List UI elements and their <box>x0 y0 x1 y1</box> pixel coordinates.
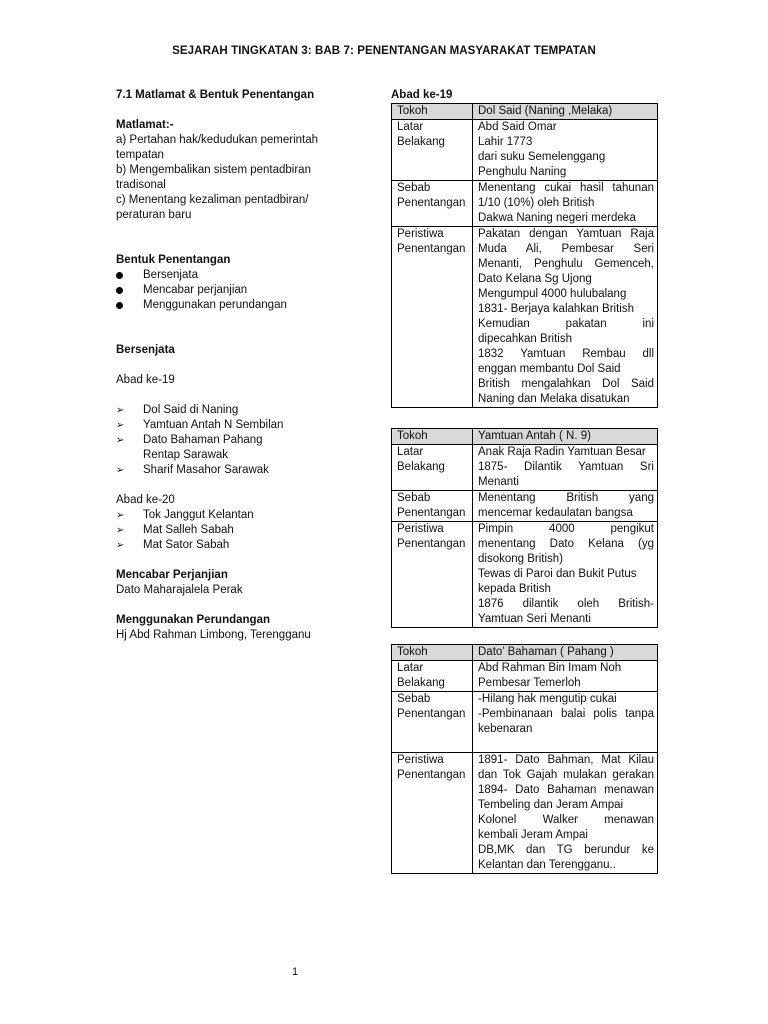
row-label: Latar Belakang <box>392 661 473 692</box>
row-label: Peristiwa Penentangan <box>392 753 473 874</box>
abad19-label: Abad ke-19 <box>116 374 175 386</box>
abad19-section-label: Abad ke-19 <box>391 89 453 101</box>
table-row <box>392 522 658 628</box>
row-content: Menentang British yang mencemar kedaulatan bangsa <box>473 491 658 522</box>
bentuk-item: Bersenjata <box>116 268 366 283</box>
abad20-item: ➢ Mat Salleh Sabah <box>116 524 234 536</box>
arrow-bullet-icon: ➢ <box>116 510 125 521</box>
arrow-bullet-icon: ➢ <box>116 435 125 446</box>
perundangan-text: Hj Abd Rahman Limbong, Terengganu <box>116 629 311 641</box>
row-content: Pakatan dengan Yamtuan Raja Muda Ali, Pembesar Seri Menanti, Penghulu Gemenceh, Dato Kelana Sg Ujong Mengumpul 4000 hulubalang 1831- Berjaya kalahkan British Kemudian pakatan ini dipecahkan British 1832 Yamtuan Rembau dll enggan membantu Dol Said British mengalahkan Dol Said Naning dan Melaka disatukan <box>473 227 658 408</box>
arrow-bullet-icon: ➢ <box>116 465 125 476</box>
table-dato-bahaman <box>391 644 658 874</box>
abad20-item: ➢ Mat Sator Sabah <box>116 539 230 551</box>
abad20-item: ➢ Tok Janggut Kelantan <box>116 509 254 521</box>
table-row <box>392 445 658 491</box>
header-cell: Dato’ Bahaman ( Pahang ) <box>473 645 658 661</box>
abad19-item: ➢ Sharif Masahor Sarawak <box>116 464 269 476</box>
table-header-row <box>392 645 658 661</box>
abad19-item: ➢ Yamtuan Antah N Sembilan <box>116 419 284 431</box>
matlamat-line: tempatan <box>116 149 164 161</box>
abad20-label: Abad ke-20 <box>116 494 175 506</box>
right-column <box>391 88 658 874</box>
matlamat-heading: Matlamat:- <box>116 119 174 131</box>
table-row <box>392 661 658 692</box>
row-label: Sebab Penentangan <box>392 692 473 753</box>
bentuk-item: Menggunakan perundangan <box>116 298 366 313</box>
arrow-bullet-icon: ➢ <box>116 420 125 431</box>
bentuk-heading: Bentuk Penentangan <box>116 254 231 266</box>
mencabar-heading: Mencabar Perjanjian <box>116 569 228 581</box>
row-label: Latar Belakang <box>392 120 473 181</box>
row-label: Peristiwa Penentangan <box>392 522 473 628</box>
table-dol-said <box>391 103 658 408</box>
header-cell: Tokoh <box>392 104 473 120</box>
row-content: Menentang cukai hasil tahunan 1/10 (10%) oleh British Dakwa Naning negeri merdeka <box>473 181 658 227</box>
bullet-icon <box>116 302 123 309</box>
table-row <box>392 227 658 408</box>
matlamat-line: a) Pertahan hak/kedudukan pemerintah <box>116 134 319 146</box>
table-header-row <box>392 429 658 445</box>
matlamat-line: b) Mengembalikan sistem pentadbiran <box>116 164 311 176</box>
bentuk-item: Mencabar perjanjian <box>116 283 366 298</box>
row-content: Pimpin 4000 pengikut menentang Dato Kelana (yg disokong British) Tewas di Paroi dan Bukit Putus kepada British 1876 dilantik oleh British- Yamtuan Seri Menanti <box>473 522 658 628</box>
arrow-bullet-icon: ➢ <box>116 540 125 551</box>
abad19-item: ➢ Dato Bahaman Pahang Rentap Sarawak <box>116 434 263 461</box>
page-number: 1 <box>291 966 299 978</box>
header-cell: Tokoh <box>392 429 473 445</box>
table-row <box>392 753 658 874</box>
row-content: -Hilang hak mengutip cukai -Pembinanaan balai polis tanpa kebenaran <box>473 692 658 753</box>
bersenjata-heading: Bersenjata <box>116 344 175 356</box>
header-cell: Yamtuan Antah ( N. 9) <box>473 429 658 445</box>
table-row <box>392 120 658 181</box>
table-row <box>392 181 658 227</box>
row-content: Anak Raja Radin Yamtuan Besar 1875- Dilantik Yamtuan Sri Menanti <box>473 445 658 491</box>
row-label: Sebab Penentangan <box>392 491 473 522</box>
left-column <box>116 88 366 643</box>
perundangan-heading: Menggunakan Perundangan <box>116 614 270 626</box>
row-label: Latar Belakang <box>392 445 473 491</box>
table-row <box>392 491 658 522</box>
section-heading: 7.1 Matlamat & Bentuk Penentangan <box>116 89 315 101</box>
table-header-row <box>392 104 658 120</box>
row-content: 1891- Dato Bahman, Mat Kilau dan Tok Gajah mulakan gerakan 1894- Dato Bahaman menawan Tembeling dan Jeram Ampai Kolonel Walker menawan kembali Jeram Ampai DB,MK dan TG berundur ke Kelantan dan Terengganu.. <box>473 753 658 874</box>
matlamat-line: c) Menentang kezaliman pentadbiran/ <box>116 194 309 206</box>
header-cell: Dol Said (Naning ,Melaka) <box>473 104 658 120</box>
mencabar-text: Dato Maharajalela Perak <box>116 584 243 596</box>
bullet-icon <box>116 287 123 294</box>
row-content: Abd Said Omar Lahir 1773 dari suku Semelenggang Penghulu Naning <box>473 120 658 181</box>
abad20-list <box>116 508 366 553</box>
document-title: SEJARAH TINGKATAN 3: BAB 7: PENENTANGAN MASYARAKAT TEMPATAN <box>172 45 596 57</box>
row-label: Sebab Penentangan <box>392 181 473 227</box>
bentuk-list <box>116 268 366 313</box>
row-label: Peristiwa Penentangan <box>392 227 473 408</box>
arrow-bullet-icon: ➢ <box>116 405 125 416</box>
abad19-item: ➢ Dol Said di Naning <box>116 404 239 416</box>
abad19-list <box>116 403 366 478</box>
row-content: Abd Rahman Bin Imam Noh Pembesar Temerloh <box>473 661 658 692</box>
matlamat-line: tradisonal <box>116 179 166 191</box>
table-row <box>392 692 658 753</box>
arrow-bullet-icon: ➢ <box>116 525 125 536</box>
header-cell: Tokoh <box>392 645 473 661</box>
bullet-icon <box>116 272 123 279</box>
matlamat-line: peraturan baru <box>116 209 192 221</box>
table-yamtuan-antah <box>391 428 658 628</box>
